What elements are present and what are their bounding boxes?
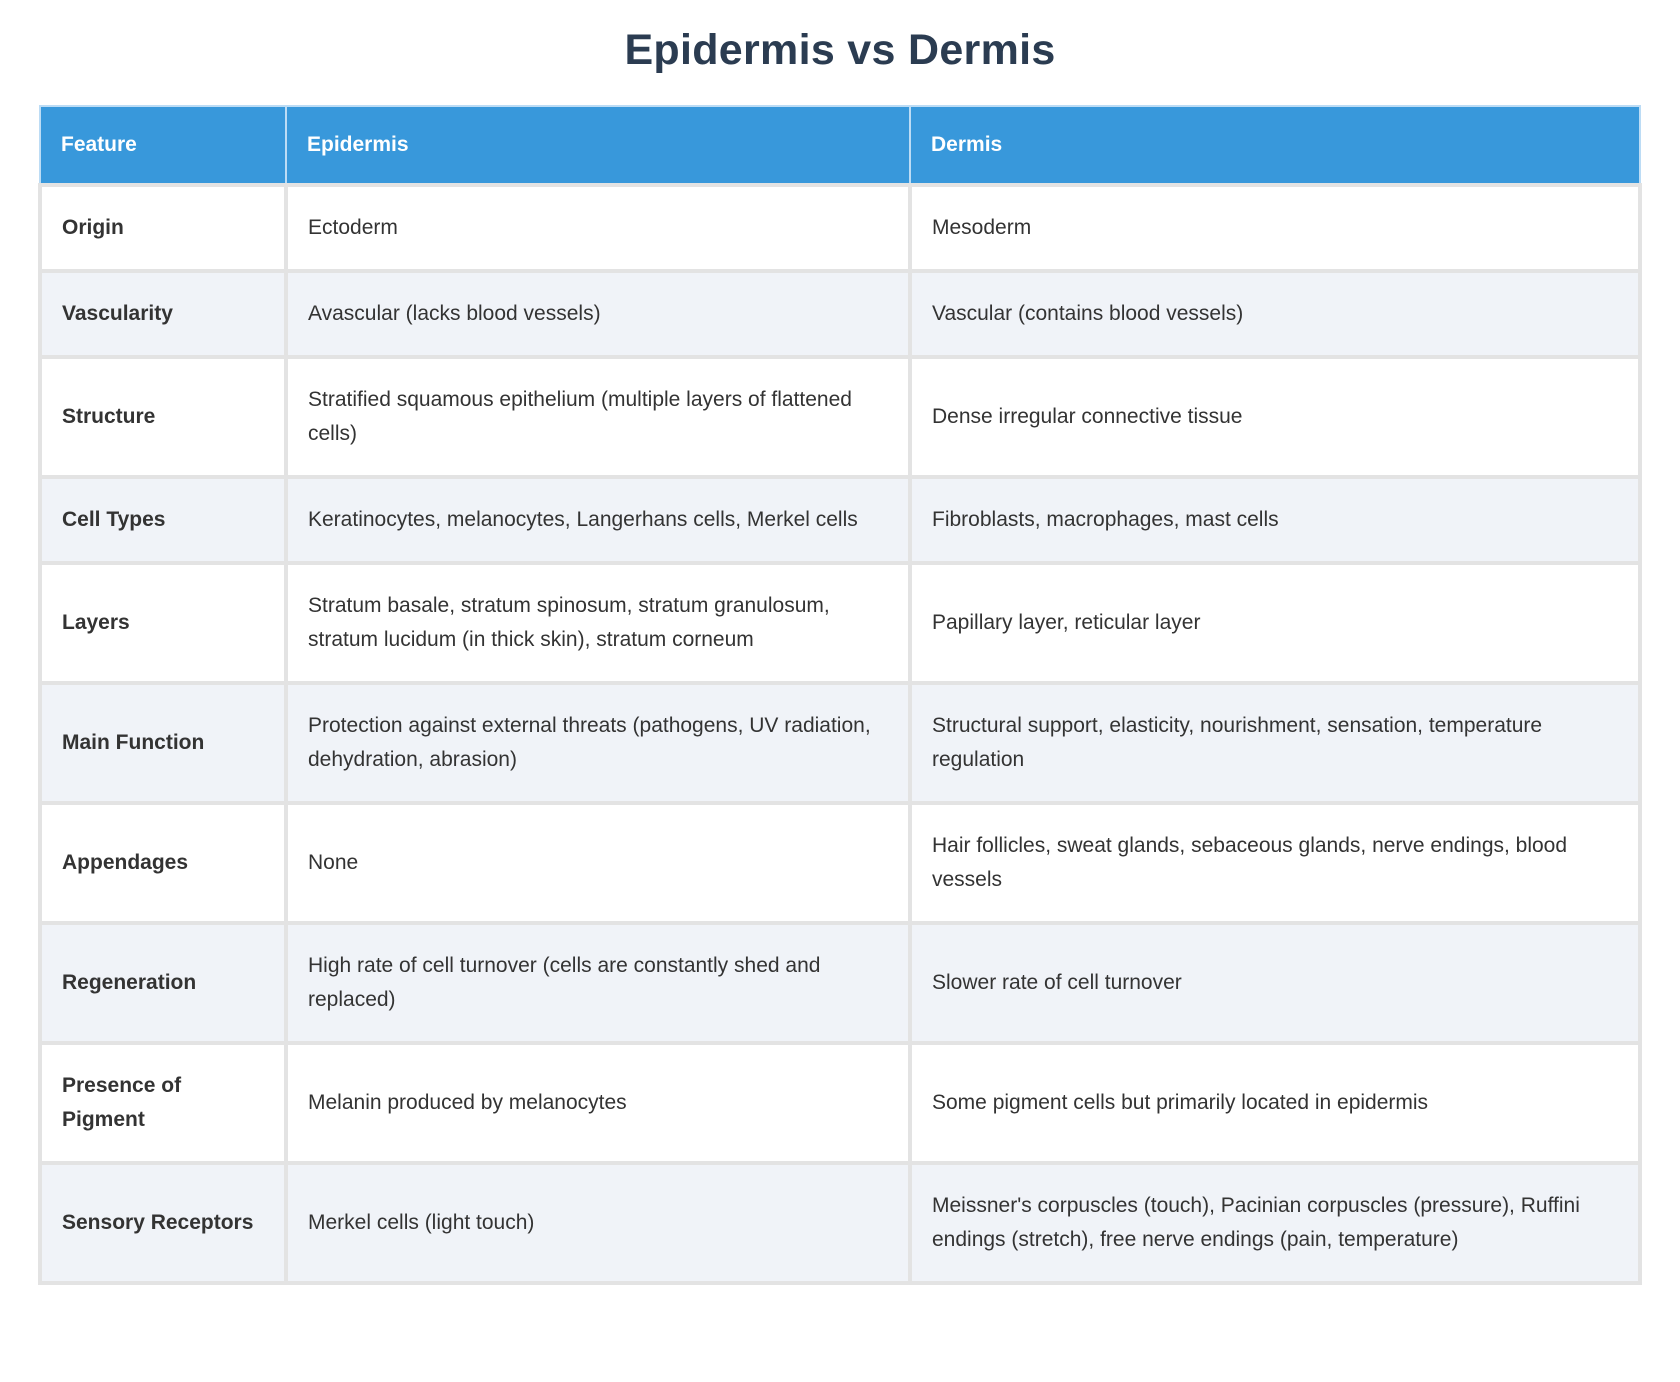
- dermis-cell: Papillary layer, reticular layer: [910, 563, 1640, 683]
- table-header: [40, 106, 1640, 185]
- epidermis-cell: Melanin produced by melanocytes: [286, 1043, 910, 1163]
- column-header-epidermis: Epidermis: [286, 106, 910, 185]
- comparison-table: [38, 105, 1642, 1285]
- feature-cell: Structure: [40, 357, 286, 477]
- feature-cell: Appendages: [40, 803, 286, 923]
- dermis-cell: Dense irregular connective tissue: [910, 357, 1640, 477]
- epidermis-cell: Merkel cells (light touch): [286, 1163, 910, 1283]
- table-row: [40, 1163, 1640, 1283]
- feature-cell: Sensory Receptors: [40, 1163, 286, 1283]
- table-row: [40, 271, 1640, 357]
- dermis-cell: Structural support, elasticity, nourishment, sensation, temperature regulation: [910, 683, 1640, 803]
- header-row: [40, 106, 1640, 185]
- epidermis-cell: None: [286, 803, 910, 923]
- page-title: Epidermis vs Dermis: [624, 26, 1056, 74]
- feature-cell: Origin: [40, 185, 286, 271]
- feature-cell: Regeneration: [40, 923, 286, 1043]
- feature-cell: Presence of Pigment: [40, 1043, 286, 1163]
- epidermis-cell: Avascular (lacks blood vessels): [286, 271, 910, 357]
- table-row: [40, 803, 1640, 923]
- epidermis-cell: Stratum basale, stratum spinosum, stratum granulosum, stratum lucidum (in thick skin), stratum corneum: [286, 563, 910, 683]
- epidermis-cell: Stratified squamous epithelium (multiple layers of flattened cells): [286, 357, 910, 477]
- feature-cell: Vascularity: [40, 271, 286, 357]
- dermis-cell: Mesoderm: [910, 185, 1640, 271]
- dermis-cell: Vascular (contains blood vessels): [910, 271, 1640, 357]
- dermis-cell: Meissner's corpuscles (touch), Pacinian corpuscles (pressure), Ruffini endings (stretch), free nerve endings (pain, temperature): [910, 1163, 1640, 1283]
- table-body: [40, 185, 1640, 1283]
- epidermis-cell: High rate of cell turnover (cells are constantly shed and replaced): [286, 923, 910, 1043]
- dermis-cell: Fibroblasts, macrophages, mast cells: [910, 477, 1640, 563]
- epidermis-cell: Keratinocytes, melanocytes, Langerhans cells, Merkel cells: [286, 477, 910, 563]
- dermis-cell: Hair follicles, sweat glands, sebaceous glands, nerve endings, blood vessels: [910, 803, 1640, 923]
- column-header-dermis: Dermis: [910, 106, 1640, 185]
- table-row: [40, 185, 1640, 271]
- dermis-cell: Some pigment cells but primarily located in epidermis: [910, 1043, 1640, 1163]
- dermis-cell: Slower rate of cell turnover: [910, 923, 1640, 1043]
- epidermis-cell: Protection against external threats (pathogens, UV radiation, dehydration, abrasion): [286, 683, 910, 803]
- column-header-feature: Feature: [40, 106, 286, 185]
- feature-cell: Cell Types: [40, 477, 286, 563]
- table-row: [40, 477, 1640, 563]
- table-row: [40, 563, 1640, 683]
- feature-cell: Layers: [40, 563, 286, 683]
- table-row: [40, 683, 1640, 803]
- epidermis-cell: Ectoderm: [286, 185, 910, 271]
- feature-cell: Main Function: [40, 683, 286, 803]
- table-row: [40, 923, 1640, 1043]
- table-row: [40, 1043, 1640, 1163]
- table-row: [40, 357, 1640, 477]
